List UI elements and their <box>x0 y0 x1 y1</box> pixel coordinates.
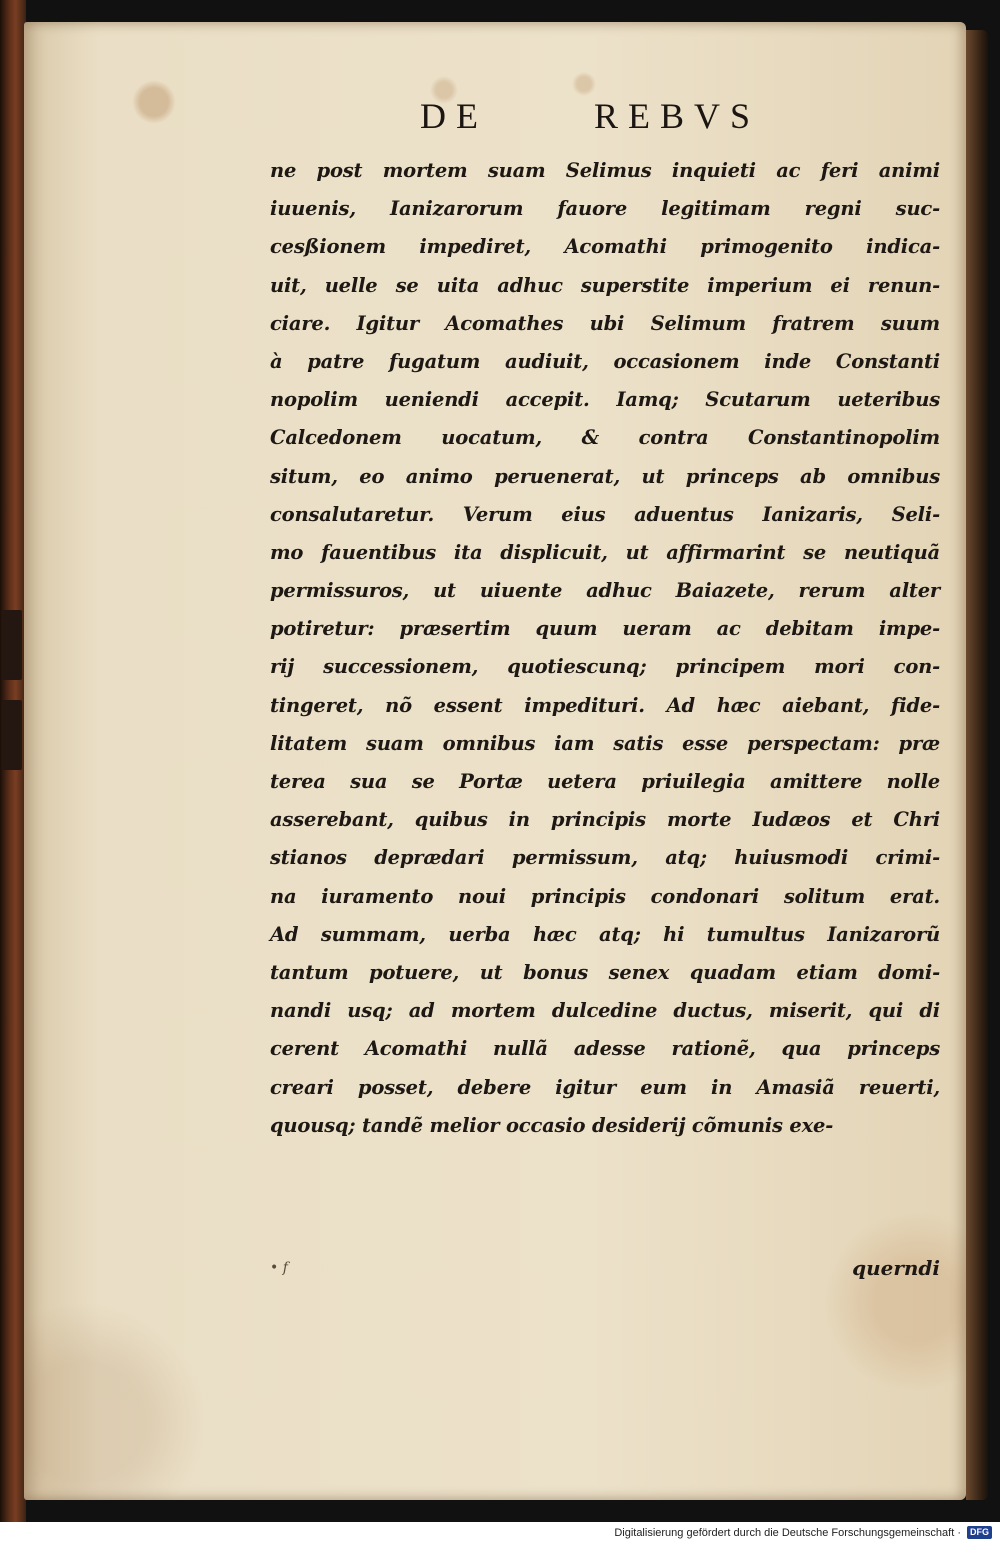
text-line: uit, uelle se uita adhuc superstite imperium ei renun- <box>270 273 940 297</box>
catchword: querndi <box>852 1256 940 1280</box>
digitization-credit-bar <box>0 1522 1000 1543</box>
text-line: stianos deprædari permissum, atq; huiusmodi crimi- <box>270 846 940 870</box>
text-line: consalutaretur. Verum eius aduentus Ianizaris, Seli- <box>270 502 940 526</box>
body-text <box>270 152 940 1145</box>
text-line: tingeret, nõ essent impedituri. Ad hæc aiebant, fide- <box>270 693 940 717</box>
text-line: iuuenis, Ianizarorum fauore legitimam regni suc- <box>270 197 940 221</box>
text-line: litatem suam omnibus iam satis esse perspectam: præ <box>270 731 940 755</box>
text-line: rij successionem, quotiescunq; principem mori con- <box>270 655 940 679</box>
text-line: na iuramento noui principis condonari solitum erat. <box>270 884 940 908</box>
running-head <box>420 92 760 140</box>
text-line: potiretur: præsertim quum ueram ac debitam impe- <box>270 617 940 641</box>
signature-mark: • f <box>270 1260 288 1276</box>
text-line: creari posset, debere igitur eum in Amasiã reuerti, <box>270 1075 940 1099</box>
text-line: Ad summam, uerba hæc atq; hi tumultus Ianizarorũ <box>270 922 940 946</box>
text-line: ne post mortem suam Selimus inquieti ac feri animi <box>270 159 940 182</box>
text-line: nopolim ueniendi accepit. Iamq; Scutarum ueteribus <box>270 388 940 412</box>
text-line: permissuros, ut uiuente adhuc Baiazete, rerum alter <box>270 579 940 603</box>
text-line: nandi usq; ad mortem dulcedine ductus, miserit, qui di <box>270 999 940 1023</box>
spine-mark <box>2 610 22 680</box>
spine-mark <box>2 700 22 770</box>
page-edge <box>966 30 988 1500</box>
text-line: cerent Acomathi nullã adesse rationẽ, qua princeps <box>270 1037 940 1061</box>
text-line: Calcedonem uocatum, & contra Constantinopolim <box>270 426 940 450</box>
book-spine <box>0 0 26 1522</box>
text-line: situm, eo animo peruenerat, ut princeps ab omnibus <box>270 464 940 488</box>
text-line: tantum potuere, ut bonus senex quadam etiam domi- <box>270 960 940 984</box>
text-line: quousq; tandẽ melior occasio desiderij cõmunis exe- <box>270 1113 834 1137</box>
text-line: ciare. Igitur Acomathes ubi Selimum fratrem suum <box>270 311 940 335</box>
digitization-credit: Digitalisierung gefördert durch die Deutsche Forschungsgemeinschaft · <box>614 1526 961 1539</box>
text-line: terea sua se Portæ uetera priuilegia amittere nolle <box>270 770 940 793</box>
running-head-right: REBVS <box>593 96 760 136</box>
dfg-logo: DFG <box>967 1526 992 1539</box>
text-line: asserebant, quibus in principis morte Iudæos et Chri <box>270 808 940 832</box>
text-line: à patre fugatum audiuit, occasionem inde Constanti <box>270 349 940 373</box>
text-line: mo fauentibus ita displicuit, ut affirmarint se neutiquã <box>270 540 940 564</box>
running-head-left: DE <box>420 96 488 136</box>
text-line: cesßionem impediret, Acomathi primogenito indica- <box>270 235 940 259</box>
